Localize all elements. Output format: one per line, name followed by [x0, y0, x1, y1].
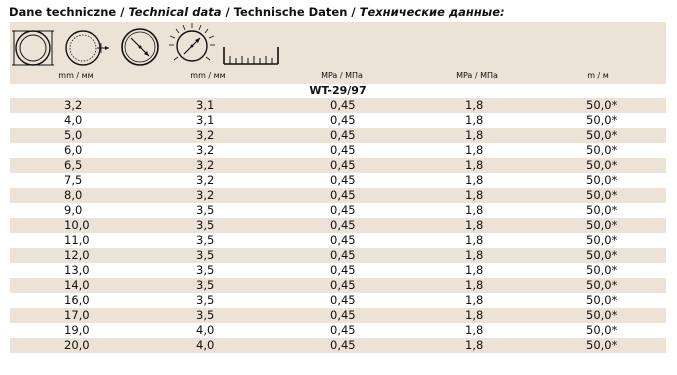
- cell-length: 50,0*: [586, 143, 618, 157]
- title-polish: Dane techniczne /: [9, 5, 129, 19]
- table-row: [10, 203, 666, 218]
- inner-diameter-icon: [10, 28, 56, 68]
- burst-pressure-gauge-icon: [167, 22, 217, 68]
- cell-wall-thickness: 3,2: [196, 173, 215, 187]
- cell-wall-thickness: 3,5: [196, 308, 215, 322]
- table-row: [10, 113, 666, 128]
- cell-length: 50,0*: [586, 278, 618, 292]
- cell-burst-pressure: 1,8: [465, 143, 484, 157]
- cell-wall-thickness: 3,2: [196, 143, 215, 157]
- table-row: [10, 143, 666, 158]
- title-english: Technical data: [128, 5, 222, 19]
- cell-length: 50,0*: [586, 233, 618, 247]
- unit-burst-pressure: MPa / МПа: [456, 71, 498, 80]
- cell-wall-thickness: 3,5: [196, 233, 215, 247]
- cell-length: 50,0*: [586, 308, 618, 322]
- cell-length: 50,0*: [586, 338, 618, 352]
- cell-length: 50,0*: [586, 173, 618, 187]
- table-row: [10, 338, 666, 353]
- cell-inner-diameter: 8,0: [64, 188, 83, 202]
- cell-burst-pressure: 1,8: [465, 233, 484, 247]
- wall-thickness-icon: [61, 28, 113, 68]
- cell-burst-pressure: 1,8: [465, 218, 484, 232]
- cell-inner-diameter: 3,2: [64, 98, 83, 112]
- cell-burst-pressure: 1,8: [465, 293, 484, 307]
- cell-inner-diameter: 11,0: [64, 233, 90, 247]
- cell-burst-pressure: 1,8: [465, 98, 484, 112]
- cell-length: 50,0*: [586, 203, 618, 217]
- cell-burst-pressure: 1,8: [465, 188, 484, 202]
- cell-burst-pressure: 1,8: [465, 248, 484, 262]
- length-ruler-icon: [222, 44, 280, 68]
- table-row: [10, 278, 666, 293]
- cell-inner-diameter: 14,0: [64, 278, 90, 292]
- cell-working-pressure: 0,45: [330, 143, 356, 157]
- unit-working-pressure: MPa / МПа: [321, 71, 363, 80]
- cell-inner-diameter: 5,0: [64, 128, 83, 142]
- cell-wall-thickness: 4,0: [196, 323, 215, 337]
- cell-inner-diameter: 19,0: [64, 323, 90, 337]
- cell-burst-pressure: 1,8: [465, 113, 484, 127]
- cell-inner-diameter: 6,5: [64, 158, 83, 172]
- cell-working-pressure: 0,45: [330, 293, 356, 307]
- cell-burst-pressure: 1,8: [465, 323, 484, 337]
- cell-working-pressure: 0,45: [330, 218, 356, 232]
- cell-length: 50,0*: [586, 218, 618, 232]
- cell-wall-thickness: 3,5: [196, 203, 215, 217]
- cell-burst-pressure: 1,8: [465, 173, 484, 187]
- cell-working-pressure: 0,45: [330, 128, 356, 142]
- cell-burst-pressure: 1,8: [465, 308, 484, 322]
- cell-wall-thickness: 3,2: [196, 188, 215, 202]
- cell-length: 50,0*: [586, 248, 618, 262]
- cell-working-pressure: 0,45: [330, 278, 356, 292]
- cell-burst-pressure: 1,8: [465, 278, 484, 292]
- cell-working-pressure: 0,45: [330, 338, 356, 352]
- cell-inner-diameter: 17,0: [64, 308, 90, 322]
- cell-wall-thickness: 3,5: [196, 218, 215, 232]
- cell-length: 50,0*: [586, 323, 618, 337]
- cell-burst-pressure: 1,8: [465, 338, 484, 352]
- cell-working-pressure: 0,45: [330, 323, 356, 337]
- working-pressure-gauge-icon: [118, 26, 162, 68]
- table-row: [10, 233, 666, 248]
- table-row: [10, 308, 666, 323]
- unit-inner-diameter: mm / мм: [58, 71, 94, 80]
- cell-wall-thickness: 4,0: [196, 338, 215, 352]
- cell-length: 50,0*: [586, 263, 618, 277]
- table-row: [10, 248, 666, 263]
- table-row: [10, 188, 666, 203]
- table-row: [10, 323, 666, 338]
- unit-length: m / м: [587, 71, 609, 80]
- table-row: [10, 218, 666, 233]
- table-row: [10, 293, 666, 308]
- cell-inner-diameter: 7,5: [64, 173, 83, 187]
- cell-burst-pressure: 1,8: [465, 263, 484, 277]
- table-row: [10, 158, 666, 173]
- cell-working-pressure: 0,45: [330, 188, 356, 202]
- cell-inner-diameter: 9,0: [64, 203, 83, 217]
- cell-length: 50,0*: [586, 158, 618, 172]
- cell-length: 50,0*: [586, 188, 618, 202]
- cell-working-pressure: 0,45: [330, 173, 356, 187]
- cell-working-pressure: 0,45: [330, 233, 356, 247]
- cell-wall-thickness: 3,2: [196, 158, 215, 172]
- table-row: [10, 263, 666, 278]
- table-row: [10, 128, 666, 143]
- cell-working-pressure: 0,45: [330, 263, 356, 277]
- cell-wall-thickness: 3,5: [196, 293, 215, 307]
- cell-working-pressure: 0,45: [330, 158, 356, 172]
- table-header: [10, 22, 666, 84]
- cell-working-pressure: 0,45: [330, 98, 356, 112]
- title-russian: Технические данные:: [359, 5, 505, 19]
- cell-length: 50,0*: [586, 98, 618, 112]
- table-row: [10, 98, 666, 113]
- cell-wall-thickness: 3,5: [196, 278, 215, 292]
- cell-inner-diameter: 6,0: [64, 143, 83, 157]
- cell-inner-diameter: 12,0: [64, 248, 90, 262]
- cell-length: 50,0*: [586, 128, 618, 142]
- cell-wall-thickness: 3,5: [196, 263, 215, 277]
- cell-inner-diameter: 16,0: [64, 293, 90, 307]
- cell-working-pressure: 0,45: [330, 113, 356, 127]
- cell-wall-thickness: 3,5: [196, 248, 215, 262]
- cell-burst-pressure: 1,8: [465, 128, 484, 142]
- cell-inner-diameter: 13,0: [64, 263, 90, 277]
- cell-working-pressure: 0,45: [330, 308, 356, 322]
- cell-working-pressure: 0,45: [330, 203, 356, 217]
- cell-wall-thickness: 3,2: [196, 128, 215, 142]
- cell-inner-diameter: 4,0: [64, 113, 83, 127]
- cell-wall-thickness: 3,1: [196, 113, 215, 127]
- product-code: WT-29/97: [10, 84, 666, 97]
- technical-data-table: [10, 22, 666, 358]
- title-german: / Technische Daten /: [221, 5, 360, 19]
- cell-length: 50,0*: [586, 113, 618, 127]
- table-row: [10, 173, 666, 188]
- cell-length: 50,0*: [586, 293, 618, 307]
- cell-inner-diameter: 20,0: [64, 338, 90, 352]
- cell-working-pressure: 0,45: [330, 248, 356, 262]
- cell-wall-thickness: 3,1: [196, 98, 215, 112]
- cell-burst-pressure: 1,8: [465, 158, 484, 172]
- cell-inner-diameter: 10,0: [64, 218, 90, 232]
- cell-burst-pressure: 1,8: [465, 203, 484, 217]
- page-title: [9, 5, 505, 19]
- unit-wall-thickness: mm / мм: [190, 71, 226, 80]
